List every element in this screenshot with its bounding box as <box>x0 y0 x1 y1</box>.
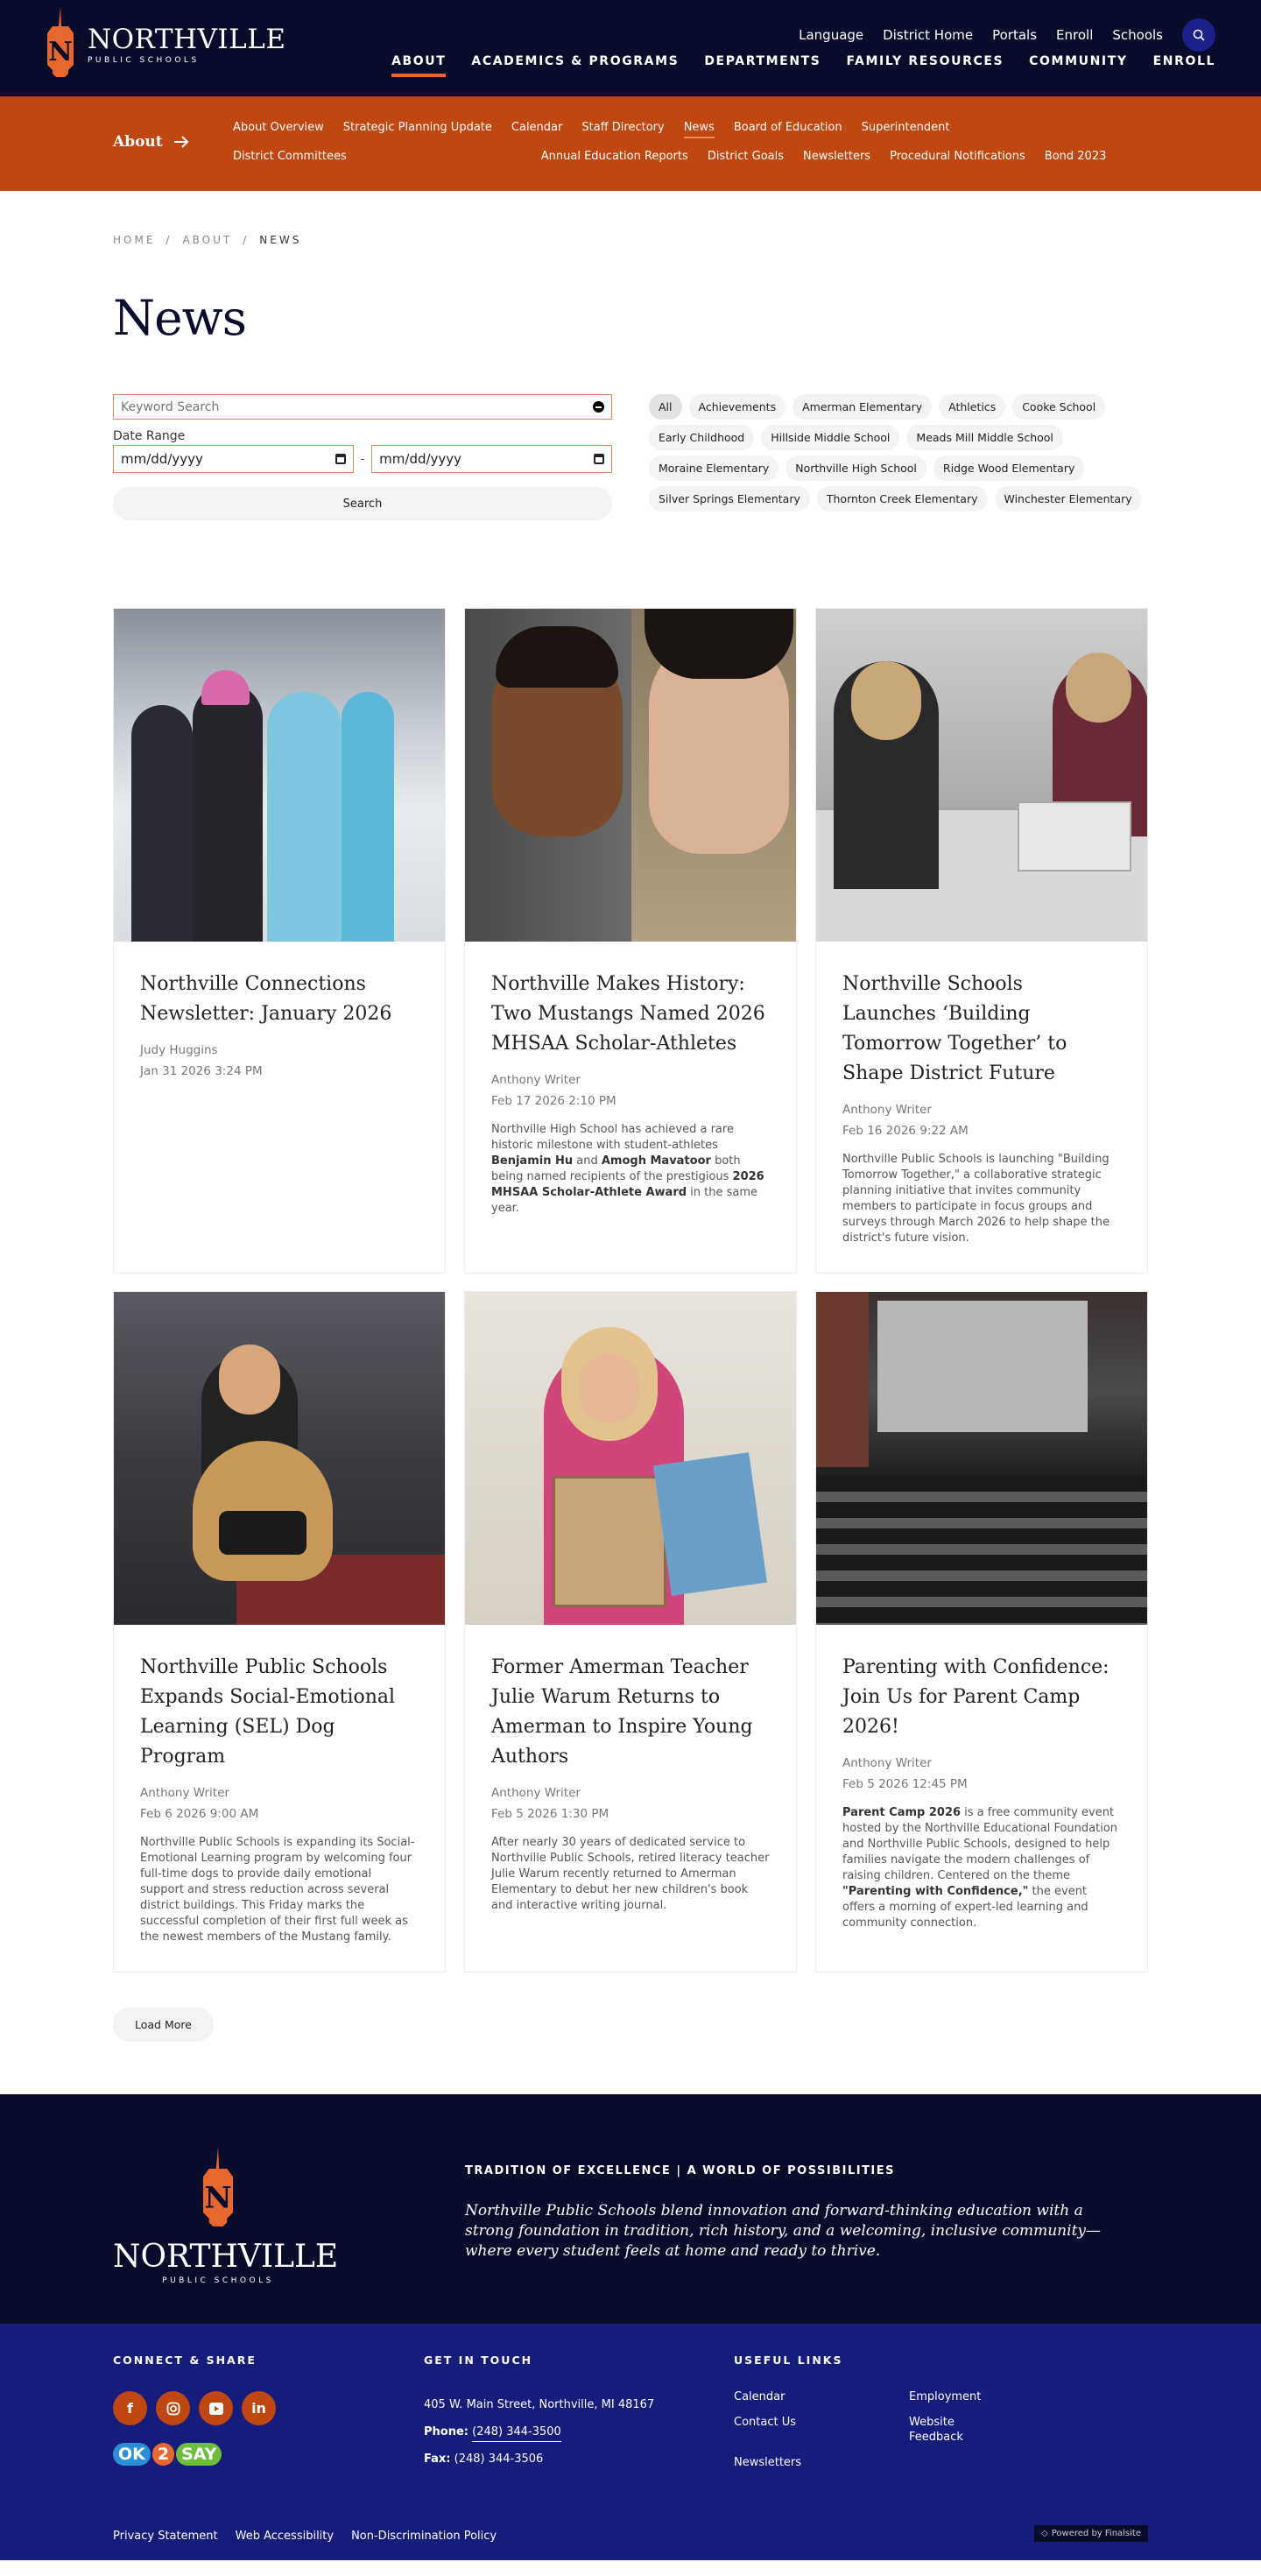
calendar-icon[interactable] <box>594 454 604 464</box>
category-chip-meads-mill-middle[interactable]: Meads Mill Middle School <box>906 425 1063 450</box>
news-card-author: Anthony Writer <box>491 1073 581 1087</box>
connect-heading: CONNECT & SHARE <box>113 2354 257 2367</box>
search-button[interactable]: Search <box>113 487 612 520</box>
youtube-icon[interactable] <box>199 2391 233 2425</box>
powered-by-finalsite[interactable] <box>1034 2525 1148 2542</box>
news-card-excerpt: After nearly 30 years of dedicated service to Northville Public Schools, retired literacy teacher Julie Warum recently returned to Amerman Elementary to debut her new children's book and interactive writing journal. <box>491 1836 770 1912</box>
category-chip-moraine-elementary[interactable]: Moraine Elementary <box>649 455 778 481</box>
news-card-author: Anthony Writer <box>491 1786 581 1800</box>
linkedin-icon[interactable]: in <box>242 2391 276 2425</box>
facebook-icon[interactable]: f <box>113 2391 147 2425</box>
arrow-right-icon <box>173 136 189 148</box>
category-chip-achievements[interactable]: Achievements <box>689 394 786 420</box>
subnav-links <box>233 121 1109 163</box>
ok2say-say: SAY <box>176 2443 222 2466</box>
category-chip-all[interactable]: All <box>649 394 682 420</box>
date-to-input[interactable] <box>371 445 612 473</box>
breadcrumb-home[interactable]: HOME <box>113 234 156 246</box>
news-card-date: Feb 17 2026 2:10 PM <box>491 1094 616 1108</box>
footer-link-employment[interactable]: Employment <box>909 2390 982 2403</box>
site-header <box>0 0 1261 96</box>
news-card-date: Feb 5 2026 12:45 PM <box>842 1777 968 1791</box>
logo-subtitle: PUBLIC SCHOOLS <box>88 56 200 65</box>
logo-name: NORTHVILLE <box>88 24 286 55</box>
subnav-link-superintendent[interactable]: Superintendent <box>861 121 950 134</box>
powered-by-label: Powered by Finalsite <box>1051 2529 1141 2538</box>
subnav-link-district-goals[interactable]: District Goals <box>707 150 785 163</box>
legal-links <box>113 2530 497 2543</box>
breadcrumb-current: NEWS <box>259 234 302 246</box>
main-nav <box>391 54 1215 77</box>
footer-mission: Northville Public Schools blend innovation and forward-thinking education with a strong foundation in tradition, rich history, and a welcoming, inclusive community—where every student feels at home and ready to thrive. <box>465 2202 1102 2260</box>
load-more-button[interactable]: Load More <box>113 2008 214 2042</box>
breadcrumb-separator: / <box>243 234 250 246</box>
news-card-image-two-student-portraits[interactable] <box>465 609 796 942</box>
breadcrumb-about[interactable]: ABOUT <box>182 234 233 246</box>
instagram-icon[interactable] <box>156 2391 190 2425</box>
subnav-link-calendar[interactable]: Calendar <box>511 121 563 134</box>
breadcrumb-separator: / <box>166 234 173 246</box>
breadcrumb <box>113 234 1148 246</box>
footer-link-contact-us[interactable]: Contact Us <box>734 2416 796 2429</box>
news-card-image-woman-with-golden-retriever[interactable] <box>114 1292 445 1625</box>
ok2say-ok: OK <box>113 2443 151 2466</box>
utility-link-portals[interactable]: Portals <box>992 27 1038 43</box>
main-nav-family-resources[interactable]: FAMILY RESOURCES <box>846 54 1004 68</box>
category-chip-thornton-creek-elementary[interactable]: Thornton Creek Elementary <box>817 486 988 512</box>
news-grid <box>113 608 1148 1973</box>
date-from-input[interactable] <box>113 445 354 473</box>
news-card-title[interactable]: Parenting with Confidence: Join Us for Parent Camp 2026! <box>842 1656 1110 1738</box>
news-card-date: Jan 31 2026 3:24 PM <box>140 1064 263 1078</box>
news-card-image-children-in-snow[interactable] <box>114 609 445 942</box>
district-logo[interactable] <box>42 7 285 84</box>
category-chip-northville-high[interactable]: Northville High School <box>785 455 926 481</box>
date-range-separator: - <box>360 453 365 465</box>
ok2say-2: 2 <box>152 2443 174 2466</box>
news-card-author: Anthony Writer <box>140 1786 229 1800</box>
social-links <box>113 2391 276 2425</box>
news-card-title[interactable]: Former Amerman Teacher Julie Warum Returns to Amerman to Inspire Young Authors <box>491 1656 753 1768</box>
footer-logo[interactable] <box>113 2147 339 2285</box>
news-card-image-adults-meeting-at-table[interactable] <box>816 609 1147 942</box>
utility-link-enroll[interactable]: Enroll <box>1056 27 1094 43</box>
news-card[interactable] <box>113 608 446 1274</box>
footer-link-website-feedback[interactable]: Website Feedback <box>909 2416 963 2444</box>
section-subnav <box>0 96 1261 191</box>
main-nav-departments[interactable]: DEPARTMENTS <box>704 54 821 68</box>
subnav-link-news[interactable]: News <box>683 121 715 134</box>
lantern-logo-icon <box>42 7 79 84</box>
news-card-excerpt: Northville High School has achieved a rare historic milestone with student-athletes Benjamin Hu and Amogh Mavatoor both being named recipients of the prestigious 2026 MHSAA Scholar-Athlete Award in the same year. <box>491 1123 764 1215</box>
main-content <box>113 234 1148 2094</box>
finalsite-icon: ◇ <box>1041 2529 1048 2538</box>
keyword-search-field <box>113 394 612 420</box>
news-card[interactable] <box>464 608 797 1274</box>
news-card-excerpt: Northville Public Schools is expanding its Social-Emotional Learning program by welcoming four full-time dogs to provide daily emotional support and stress reduction across several district buildings. This Friday marks the successful completion of their first full week as the newest members of the Mustang family. <box>140 1836 415 1944</box>
news-card-author: Anthony Writer <box>842 1756 932 1770</box>
news-card-title[interactable]: Northville Makes History: Two Mustangs Named 2026 MHSAA Scholar-Athletes <box>491 973 765 1055</box>
news-card-date: Feb 5 2026 1:30 PM <box>491 1807 609 1821</box>
subnav-link-bond-2023[interactable]: Bond 2023 <box>1044 150 1107 163</box>
footer-logo-name: NORTHVILLE <box>113 2239 339 2275</box>
subnav-section-link[interactable] <box>113 133 189 151</box>
news-filters <box>113 394 1148 520</box>
fax-label: Fax: <box>424 2452 451 2466</box>
utility-link-district-home[interactable]: District Home <box>883 27 974 43</box>
keyword-search-input[interactable] <box>121 400 556 414</box>
subnav-link-procedural-notifications[interactable]: Procedural Notifications <box>890 150 1025 163</box>
footer-brand <box>0 2094 1261 2324</box>
footer-logo-subtitle: PUBLIC SCHOOLS <box>162 2276 274 2285</box>
news-card-excerpt: Parent Camp 2026 is a free community event hosted by the Northville Educational Foundation and Northville Public Schools, designed to help families navigate the modern challenges of raising children. Centered on the theme "Parenting with Confidence," the event offers a morning of expert-led learning and community connection. <box>842 1806 1118 1930</box>
category-chip-early-childhood[interactable]: Early Childhood <box>649 425 754 450</box>
main-nav-community[interactable]: COMMUNITY <box>1029 54 1128 68</box>
category-filter-chips <box>649 394 1148 520</box>
news-card-title[interactable]: Northville Public Schools Expands Social-Emotional Learning (SEL) Dog Program <box>140 1656 396 1768</box>
date-to-placeholder: mm/dd/yyyy <box>379 451 462 467</box>
subnav-link-staff-directory[interactable]: Staff Directory <box>581 121 665 134</box>
subnav-link-newsletters[interactable]: Newsletters <box>803 150 871 163</box>
utility-nav <box>799 18 1215 52</box>
news-card-image-teacher-holding-books[interactable] <box>465 1292 796 1625</box>
news-card-title[interactable]: Northville Connections Newsletter: January 2026 <box>140 973 392 1025</box>
utility-link-language[interactable]: Language <box>799 27 864 43</box>
footer-link-newsletters[interactable]: Newsletters <box>734 2456 802 2469</box>
utility-link-schools[interactable]: Schools <box>1112 27 1163 43</box>
category-chip-athletics[interactable]: Athletics <box>939 394 1005 420</box>
lantern-logo-icon <box>197 2147 239 2234</box>
news-card-image-auditorium-audience[interactable] <box>816 1292 1147 1625</box>
news-card-author: Anthony Writer <box>842 1103 932 1117</box>
site-footer <box>0 2094 1261 2560</box>
subnav-link-about-overview[interactable]: About Overview <box>233 121 324 134</box>
legal-link-privacy[interactable]: Privacy Statement <box>113 2530 218 2543</box>
news-card[interactable] <box>815 608 1148 1274</box>
date-from-placeholder: mm/dd/yyyy <box>121 451 203 467</box>
useful-links-heading: USEFUL LINKS <box>734 2354 843 2367</box>
category-chip-amerman-elementary[interactable]: Amerman Elementary <box>793 394 932 420</box>
category-chip-hillside-middle[interactable]: Hillside Middle School <box>761 425 899 450</box>
clear-search-icon[interactable] <box>593 401 604 413</box>
svg-text:N: N <box>204 2180 232 2216</box>
page-title: News <box>113 290 246 346</box>
footer-links <box>0 2324 1261 2560</box>
news-card-author: Judy Huggins <box>140 1043 218 1057</box>
footer-tagline: TRADITION OF EXCELLENCE | A WORLD OF POSSIBILITIES <box>465 2164 896 2177</box>
main-nav-academics[interactable]: ACADEMICS & PROGRAMS <box>471 54 680 68</box>
ok2say-logo[interactable] <box>113 2443 276 2466</box>
contact-heading: GET IN TOUCH <box>424 2354 533 2367</box>
legal-link-accessibility[interactable]: Web Accessibility <box>235 2530 335 2543</box>
main-nav-about[interactable]: ABOUT <box>391 54 446 77</box>
subnav-link-strategic-planning[interactable]: Strategic Planning Update <box>342 121 492 134</box>
news-card[interactable] <box>113 1291 446 1973</box>
news-card-excerpt: Northville Public Schools is launching "Building Tomorrow Together," a collaborative strategic planning initiative that invites community members to participate in focus groups and surveys through March 2026 to help shape the district's future vision. <box>842 1153 1110 1245</box>
date-range-label: Date Range <box>113 429 186 443</box>
subnav-link-annual-education-reports[interactable]: Annual Education Reports <box>540 150 688 163</box>
category-chip-winchester-elementary[interactable]: Winchester Elementary <box>995 486 1142 512</box>
site-search-button[interactable] <box>1182 18 1215 52</box>
subnav-title: About <box>113 133 163 151</box>
news-card-date: Feb 6 2026 9:00 AM <box>140 1807 259 1821</box>
subnav-link-district-committees[interactable]: District Committees <box>233 150 347 163</box>
svg-text:N: N <box>48 37 73 67</box>
news-card-date: Feb 16 2026 9:22 AM <box>842 1124 969 1138</box>
search-icon <box>1193 29 1205 41</box>
subnav-link-board-of-education[interactable]: Board of Education <box>733 121 842 134</box>
calendar-icon[interactable] <box>335 454 346 464</box>
news-card[interactable] <box>464 1291 797 1973</box>
legal-link-non-discrimination[interactable]: Non-Discrimination Policy <box>351 2530 497 2543</box>
news-card[interactable] <box>815 1291 1148 1973</box>
footer-link-calendar[interactable]: Calendar <box>734 2390 785 2403</box>
phone-link[interactable]: (248) 344-3500 <box>472 2425 561 2442</box>
fax-number: (248) 344-3506 <box>454 2452 544 2466</box>
category-chip-silver-springs-elementary[interactable]: Silver Springs Elementary <box>649 486 810 512</box>
main-nav-enroll[interactable]: ENROLL <box>1152 54 1215 68</box>
category-chip-ridge-wood-elementary[interactable]: Ridge Wood Elementary <box>933 455 1084 481</box>
phone-label: Phone: <box>424 2425 468 2438</box>
news-card-title[interactable]: Northville Schools Launches ‘Building Tomorrow Together’ to Shape District Future <box>842 973 1067 1084</box>
category-chip-cooke-school[interactable]: Cooke School <box>1012 394 1105 420</box>
address: 405 W. Main Street, Northville, MI 48167 <box>424 2398 655 2411</box>
